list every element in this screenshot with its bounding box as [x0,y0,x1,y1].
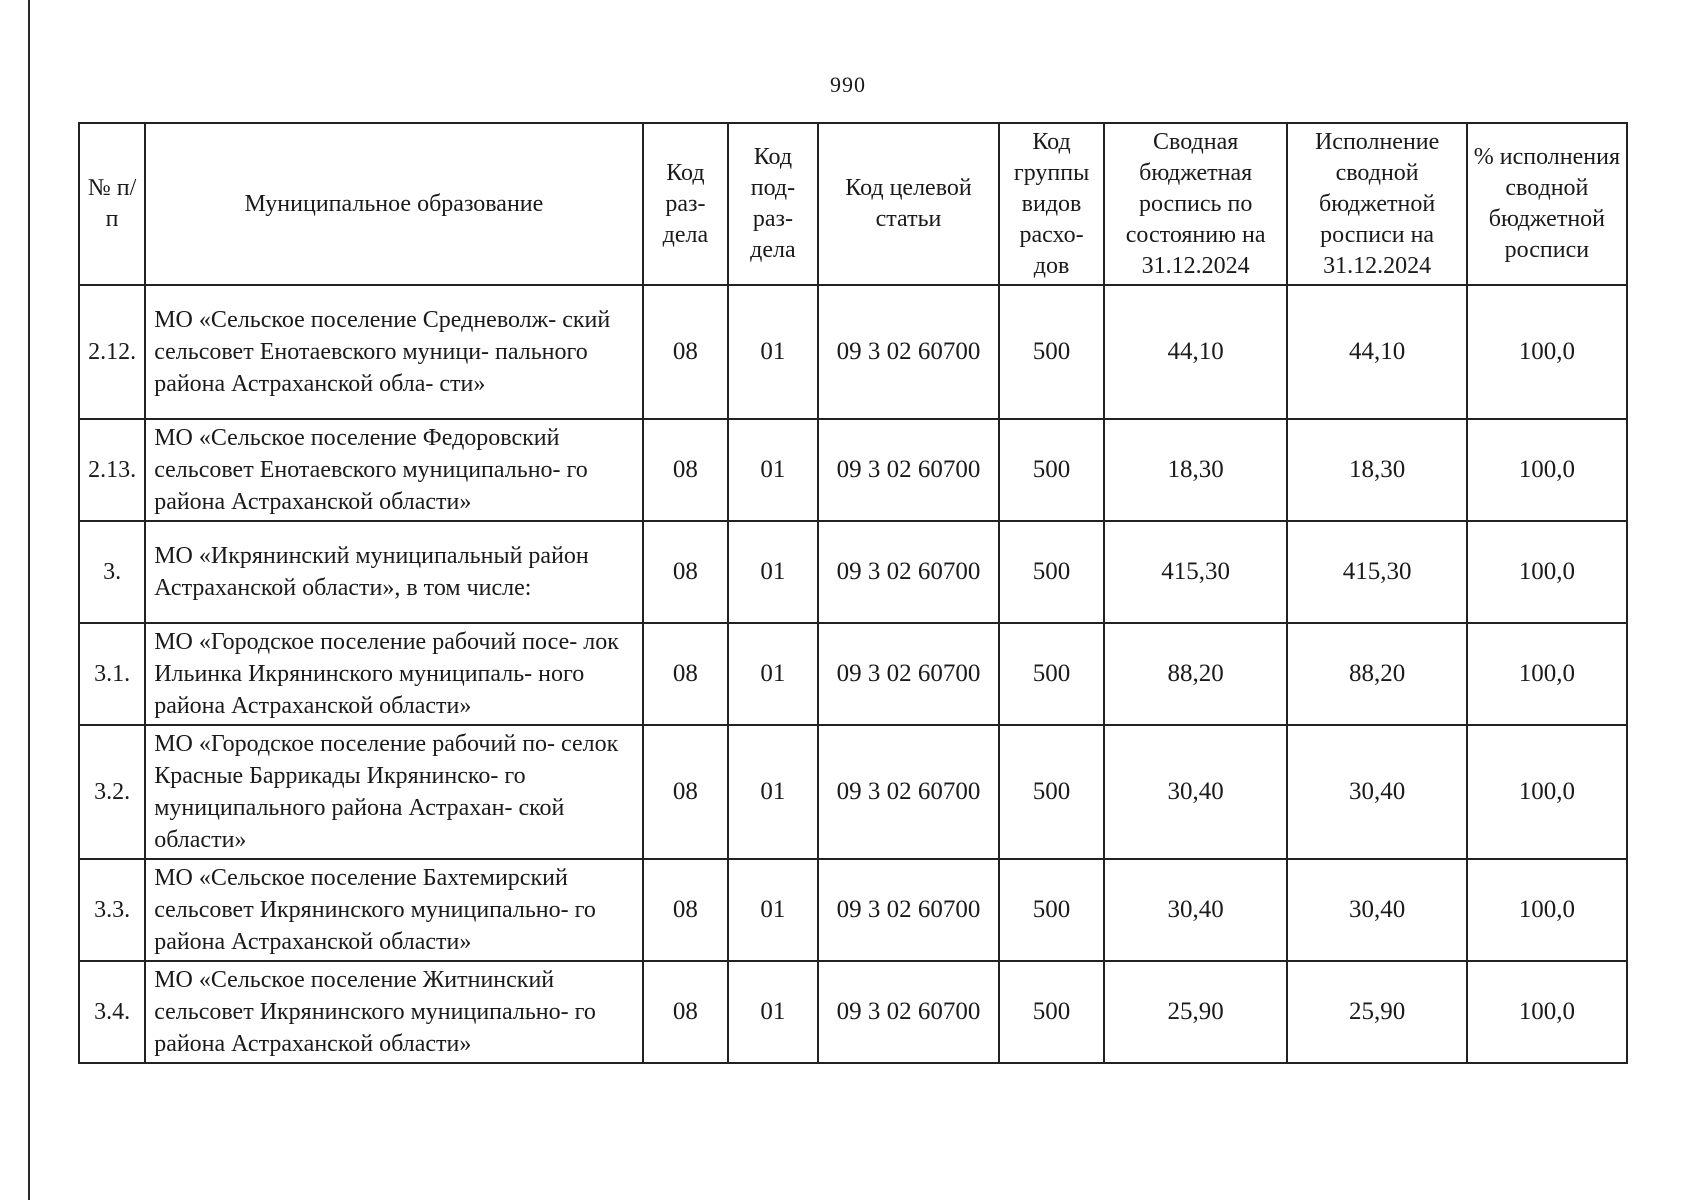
row-section: 08 [643,623,728,725]
row-section: 08 [643,859,728,961]
row-percent: 100,0 [1467,285,1627,419]
row-section: 08 [643,285,728,419]
row-section: 08 [643,521,728,623]
row-municipality: МО «Городское поселение рабочий по- селок Красные Баррикады Икрянинско- го муниципального района Астрахан- ской области» [145,725,642,859]
row-no: 3.4. [79,961,145,1063]
row-percent: 100,0 [1467,623,1627,725]
row-subsection: 01 [728,419,818,521]
header-section-code: Код раз- дела [643,123,728,285]
row-target: 09 3 02 60700 [818,521,999,623]
row-municipality: МО «Сельское поселение Житнинский сельсовет Икрянинского муниципально- го района Астраханской области» [145,961,642,1063]
row-execution: 415,30 [1287,521,1466,623]
header-subsection-code: Код под- раз- дела [728,123,818,285]
row-no: 2.13. [79,419,145,521]
row-subsection: 01 [728,623,818,725]
row-subsection: 01 [728,961,818,1063]
row-plan: 18,30 [1104,419,1288,521]
row-plan: 30,40 [1104,725,1288,859]
header-municipality: Муниципальное образование [145,123,642,285]
row-municipality: МО «Сельское поселение Федоровский сельсовет Енотаевского муниципально- го района Астраханской области» [145,419,642,521]
budget-execution-table [78,122,1628,1064]
row-no: 3.1. [79,623,145,725]
row-plan: 44,10 [1104,285,1288,419]
row-section: 08 [643,725,728,859]
row-plan: 88,20 [1104,623,1288,725]
row-subsection: 01 [728,521,818,623]
table-row [79,285,1627,419]
row-execution: 30,40 [1287,859,1466,961]
table-row [79,419,1627,521]
row-percent: 100,0 [1467,521,1627,623]
row-group: 500 [999,725,1104,859]
row-section: 08 [643,961,728,1063]
header-target-code: Код целевой статьи [818,123,999,285]
row-group: 500 [999,961,1104,1063]
table-row [79,623,1627,725]
row-target: 09 3 02 60700 [818,961,999,1063]
row-execution: 44,10 [1287,285,1466,419]
row-percent: 100,0 [1467,419,1627,521]
row-execution: 25,90 [1287,961,1466,1063]
row-plan: 25,90 [1104,961,1288,1063]
row-execution: 30,40 [1287,725,1466,859]
row-target: 09 3 02 60700 [818,859,999,961]
header-execution: Исполнение сводной бюджетной росписи на 31.12.2024 [1287,123,1466,285]
row-target: 09 3 02 60700 [818,623,999,725]
row-group: 500 [999,419,1104,521]
row-plan: 30,40 [1104,859,1288,961]
row-municipality: МО «Сельское поселение Бахтемирский сельсовет Икрянинского муниципально- го района Астраханской области» [145,859,642,961]
row-target: 09 3 02 60700 [818,419,999,521]
table-header-row [79,123,1627,285]
row-target: 09 3 02 60700 [818,285,999,419]
row-no: 3.3. [79,859,145,961]
row-no: 3.2. [79,725,145,859]
table-row [79,859,1627,961]
row-section: 08 [643,419,728,521]
row-execution: 18,30 [1287,419,1466,521]
header-no: № п/п [79,123,145,285]
row-group: 500 [999,285,1104,419]
row-percent: 100,0 [1467,859,1627,961]
row-subsection: 01 [728,285,818,419]
row-group: 500 [999,521,1104,623]
row-subsection: 01 [728,725,818,859]
row-subsection: 01 [728,859,818,961]
row-no: 2.12. [79,285,145,419]
row-no: 3. [79,521,145,623]
row-municipality: МО «Городское поселение рабочий посе- лок Ильинка Икрянинского муниципаль- ного района Астраханской области» [145,623,642,725]
table-row [79,521,1627,623]
left-margin-rule [28,0,30,1200]
row-group: 500 [999,623,1104,725]
row-percent: 100,0 [1467,725,1627,859]
header-percent: % исполнения сводной бюджетной росписи [1467,123,1627,285]
header-budget-plan: Сводная бюджетная роспись по состоянию на 31.12.2024 [1104,123,1288,285]
row-group: 500 [999,859,1104,961]
table-row [79,961,1627,1063]
row-percent: 100,0 [1467,961,1627,1063]
page-number: 990 [830,72,866,97]
row-municipality: МО «Икрянинский муниципальный район Астраханской области», в том числе: [145,521,642,623]
table-row [79,725,1627,859]
header-expense-group: Код группы видов расхо- дов [999,123,1104,285]
row-municipality: МО «Сельское поселение Средневолж- ский сельсовет Енотаевского муници- пального района Астраханской обла- сти» [145,285,642,419]
row-execution: 88,20 [1287,623,1466,725]
row-plan: 415,30 [1104,521,1288,623]
row-target: 09 3 02 60700 [818,725,999,859]
